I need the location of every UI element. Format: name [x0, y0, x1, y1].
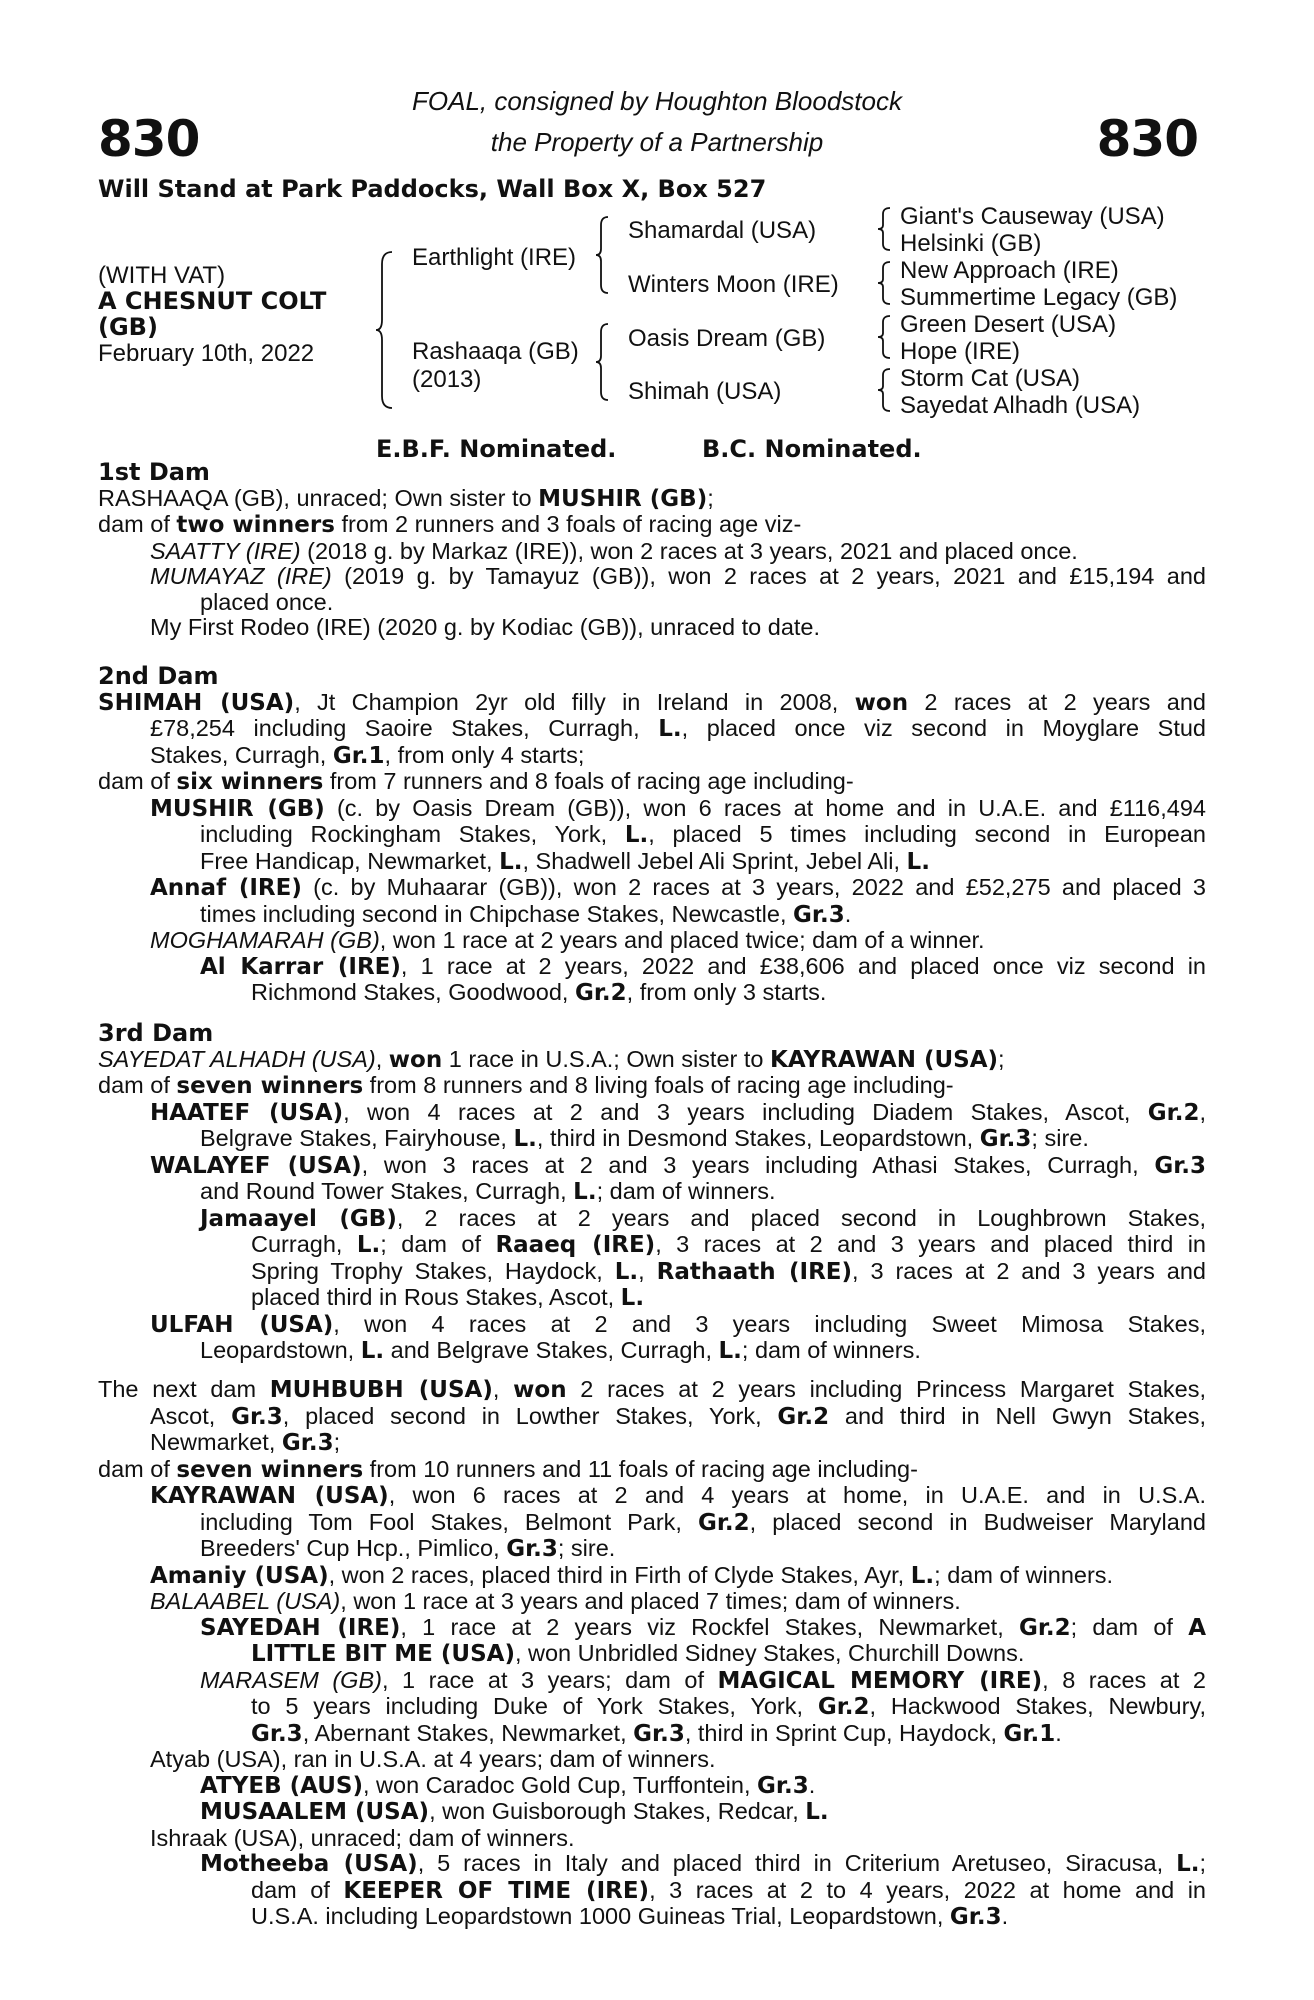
- text-line: SAYEDAT ALHADH (USA), won 1 race in U.S.A.; Own sister to KAYRAWAN (USA);: [98, 1045, 1005, 1073]
- lot-number-right: 830: [1096, 110, 1198, 168]
- pedigree-brace-dam: [594, 322, 610, 402]
- text-line: MARASEM (GB), 1 race at 3 years; dam of MAGICAL MEMORY (IRE), 8 races at 2: [200, 1666, 1206, 1694]
- pedigree-brace-g1: [876, 206, 892, 252]
- text-line: Breeders' Cup Hcp., Pimlico, Gr.3; sire.: [200, 1535, 616, 1562]
- text-line: MUSHIR (GB) (c. by Oasis Dream (GB)), won 6 races at home and in U.A.E. and £116,494: [150, 794, 1206, 822]
- text-line: Spring Trophy Stakes, Haydock, L., Rathaath (IRE), 3 races at 2 and 3 years and: [251, 1257, 1206, 1285]
- dam-sire-name: Oasis Dream (GB): [628, 325, 826, 352]
- text-line: SHIMAH (USA), Jt Champion 2yr old filly in Ireland in 2008, won 2 races at 2 years and: [98, 688, 1206, 716]
- vat-note: (WITH VAT): [98, 262, 226, 289]
- text-line: SAYEDAH (IRE), 1 race at 2 years viz Rockfel Stakes, Newmarket, Gr.2; dam of A: [200, 1613, 1206, 1641]
- text-line: My First Rodeo (IRE) (2020 g. by Kodiac (GB)), unraced to date.: [150, 614, 821, 640]
- lot-number-left: 830: [98, 110, 200, 168]
- third-dam-heading: 3rd Dam: [98, 1019, 214, 1047]
- text-line: WALAYEF (USA), won 3 races at 2 and 3 years including Athasi Stakes, Curragh, Gr.3: [150, 1151, 1206, 1179]
- ancestor-5: Green Desert (USA): [900, 311, 1117, 338]
- dam-year: (2013): [412, 366, 482, 393]
- text-line: Free Handicap, Newmarket, L., Shadwell Jebel Ali Sprint, Jebel Ali, L.: [200, 847, 930, 875]
- sire-dam-name: Winters Moon (IRE): [628, 271, 839, 298]
- foaling-date: February 10th, 2022: [98, 340, 315, 367]
- text-line: times including second in Chipchase Stakes, Newcastle, Gr.3.: [200, 900, 852, 928]
- text-line: Annaf (IRE) (c. by Muhaarar (GB)), won 2 races at 3 years, 2022 and £52,275 and placed 3: [150, 874, 1206, 901]
- text-line: to 5 years including Duke of York Stakes, York, Gr.2, Hackwood Stakes, Newbury,: [251, 1693, 1206, 1720]
- text-line: MOGHAMARAH (GB), won 1 race at 2 years and placed twice; dam of a winner.: [150, 927, 985, 953]
- text-line: ULFAH (USA), won 4 races at 2 and 3 years including Sweet Mimosa Stakes,: [150, 1310, 1206, 1338]
- text-line: Gr.3, Abernant Stakes, Newmarket, Gr.3, third in Sprint Cup, Haydock, Gr.1.: [251, 1719, 1062, 1747]
- text-line: Belgrave Stakes, Fairyhouse, L., third in Desmond Stakes, Leopardstown, Gr.3; sire.: [200, 1125, 1089, 1152]
- text-line: Curragh, L.; dam of Raaeq (IRE), 3 races at 2 and 3 years and placed third in: [251, 1231, 1206, 1258]
- sire-sire-name: Shamardal (USA): [628, 217, 817, 244]
- text-line: U.S.A. including Leopardstown 1000 Guineas Trial, Leopardstown, Gr.3.: [251, 1903, 1009, 1930]
- ancestor-4: Summertime Legacy (GB): [900, 284, 1178, 311]
- property-line: the Property of a Partnership: [490, 127, 824, 157]
- stand-location: Will Stand at Park Paddocks, Wall Box X, Box 527: [98, 175, 767, 203]
- ebf-nomination: E.B.F. Nominated.: [376, 435, 617, 463]
- text-line: Ishraak (USA), unraced; dam of winners.: [150, 1824, 575, 1851]
- pedigree-brace-sire: [594, 215, 610, 295]
- pedigree-brace-g2: [876, 260, 892, 306]
- text-line: placed once.: [200, 588, 334, 615]
- text-line: MUMAYAZ (IRE) (2019 g. by Tamayuz (GB)), won 2 races at 2 years, 2021 and £15,194 and: [150, 563, 1206, 589]
- text-line: Amaniy (USA), won 2 races, placed third in Firth of Clyde Stakes, Ayr, L.; dam of winners.: [150, 1561, 1114, 1589]
- text-line: and Round Tower Stakes, Curragh, L.; dam of winners.: [200, 1178, 776, 1205]
- ancestor-3: New Approach (IRE): [900, 257, 1119, 284]
- horse-name: A CHESNUT COLT: [98, 287, 327, 315]
- consignor-line: FOAL, consigned by Houghton Bloodstock: [412, 86, 902, 116]
- third-dam-section: [98, 1021, 1206, 1365]
- pedigree-brace-g4: [876, 367, 892, 413]
- dam-name: Rashaaqa (GB): [412, 338, 579, 365]
- text-line: dam of two winners from 2 runners and 3 foals of racing age viz-: [98, 511, 802, 538]
- first-dam-heading: 1st Dam: [98, 458, 210, 486]
- text-line: £78,254 including Saoire Stakes, Curragh, L., placed once viz second in Moyglare Stud: [150, 715, 1206, 742]
- ancestor-8: Sayedat Alhadh (USA): [900, 392, 1141, 419]
- text-line: Jamaayel (GB), 2 races at 2 years and placed second in Loughbrown Stakes,: [200, 1204, 1206, 1232]
- text-line: SAATTY (IRE) (2018 g. by Markaz (IRE)), won 2 races at 3 years, 2021 and placed once.: [150, 537, 1078, 564]
- text-line: including Rockingham Stakes, York, L., placed 5 times including second in European: [200, 821, 1206, 848]
- ancestor-1: Giant's Causeway (USA): [900, 203, 1165, 230]
- text-line: Ascot, Gr.3, placed second in Lowther Stakes, York, Gr.2 and third in Nell Gwyn Stakes,: [150, 1402, 1206, 1430]
- text-line: MUSAALEM (USA), won Guisborough Stakes, Redcar, L.: [200, 1798, 829, 1825]
- next-dam-section: [98, 1377, 1206, 1931]
- second-dam-section: [98, 664, 1206, 1007]
- text-line: The next dam MUHBUBH (USA), won 2 races at 2 years including Princess Margaret Stakes,: [98, 1376, 1207, 1403]
- text-line: Motheeba (USA), 5 races in Italy and placed third in Criterium Aretuseo, Siracusa, L.;: [200, 1850, 1207, 1877]
- text-line: HAATEF (USA), won 4 races at 2 and 3 years including Diadem Stakes, Ascot, Gr.2,: [150, 1098, 1207, 1126]
- bc-nomination: B.C. Nominated.: [702, 435, 922, 463]
- sire-name: Earthlight (IRE): [412, 244, 577, 271]
- text-line: BALAABEL (USA), won 1 race at 3 years and placed 7 times; dam of winners.: [150, 1588, 961, 1614]
- text-line: including Tom Fool Stakes, Belmont Park, Gr.2, placed second in Budweiser Maryland: [200, 1508, 1206, 1536]
- text-line: placed third in Rous Stakes, Ascot, L.: [251, 1284, 645, 1311]
- horse-country: (GB): [98, 313, 158, 341]
- pedigree-brace-g3: [876, 314, 892, 360]
- second-dam-heading: 2nd Dam: [98, 662, 219, 690]
- text-line: Richmond Stakes, Goodwood, Gr.2, from only 3 starts.: [251, 979, 827, 1006]
- text-line: Newmarket, Gr.3;: [150, 1429, 341, 1456]
- text-line: dam of six winners from 7 runners and 8 foals of racing age including-: [98, 768, 854, 795]
- text-line: Atyab (USA), ran in U.S.A. at 4 years; dam of winners.: [150, 1746, 716, 1772]
- text-line: LITTLE BIT ME (USA), won Unbridled Sidney Stakes, Churchill Downs.: [251, 1640, 1025, 1667]
- first-dam-section: [98, 460, 1206, 641]
- text-line: KAYRAWAN (USA), won 6 races at 2 and 4 years at home, in U.A.E. and in U.S.A.: [150, 1482, 1206, 1509]
- text-line: Al Karrar (IRE), 1 race at 2 years, 2022 and £38,606 and placed once viz second in: [200, 952, 1206, 980]
- text-line: ATYEB (AUS), won Caradoc Gold Cup, Turffontein, Gr.3.: [200, 1771, 816, 1799]
- text-line: RASHAAQA (GB), unraced; Own sister to MUSHIR (GB);: [98, 484, 714, 512]
- ancestor-2: Helsinki (GB): [900, 230, 1042, 257]
- pedigree-brace-main: [374, 250, 394, 410]
- text-line: Leopardstown, L. and Belgrave Stakes, Curragh, L.; dam of winners.: [200, 1337, 921, 1364]
- text-line: dam of KEEPER OF TIME (IRE), 3 races at 2 to 4 years, 2022 at home and in: [251, 1876, 1206, 1904]
- dam-dam-name: Shimah (USA): [628, 378, 782, 405]
- ancestor-6: Hope (IRE): [900, 338, 1021, 365]
- text-line: dam of seven winners from 8 runners and 8 living foals of racing age including-: [98, 1072, 954, 1099]
- text-line: Stakes, Curragh, Gr.1, from only 4 starts;: [150, 741, 585, 769]
- ancestor-7: Storm Cat (USA): [900, 365, 1081, 392]
- text-line: dam of seven winners from 10 runners and 11 foals of racing age including-: [98, 1455, 918, 1483]
